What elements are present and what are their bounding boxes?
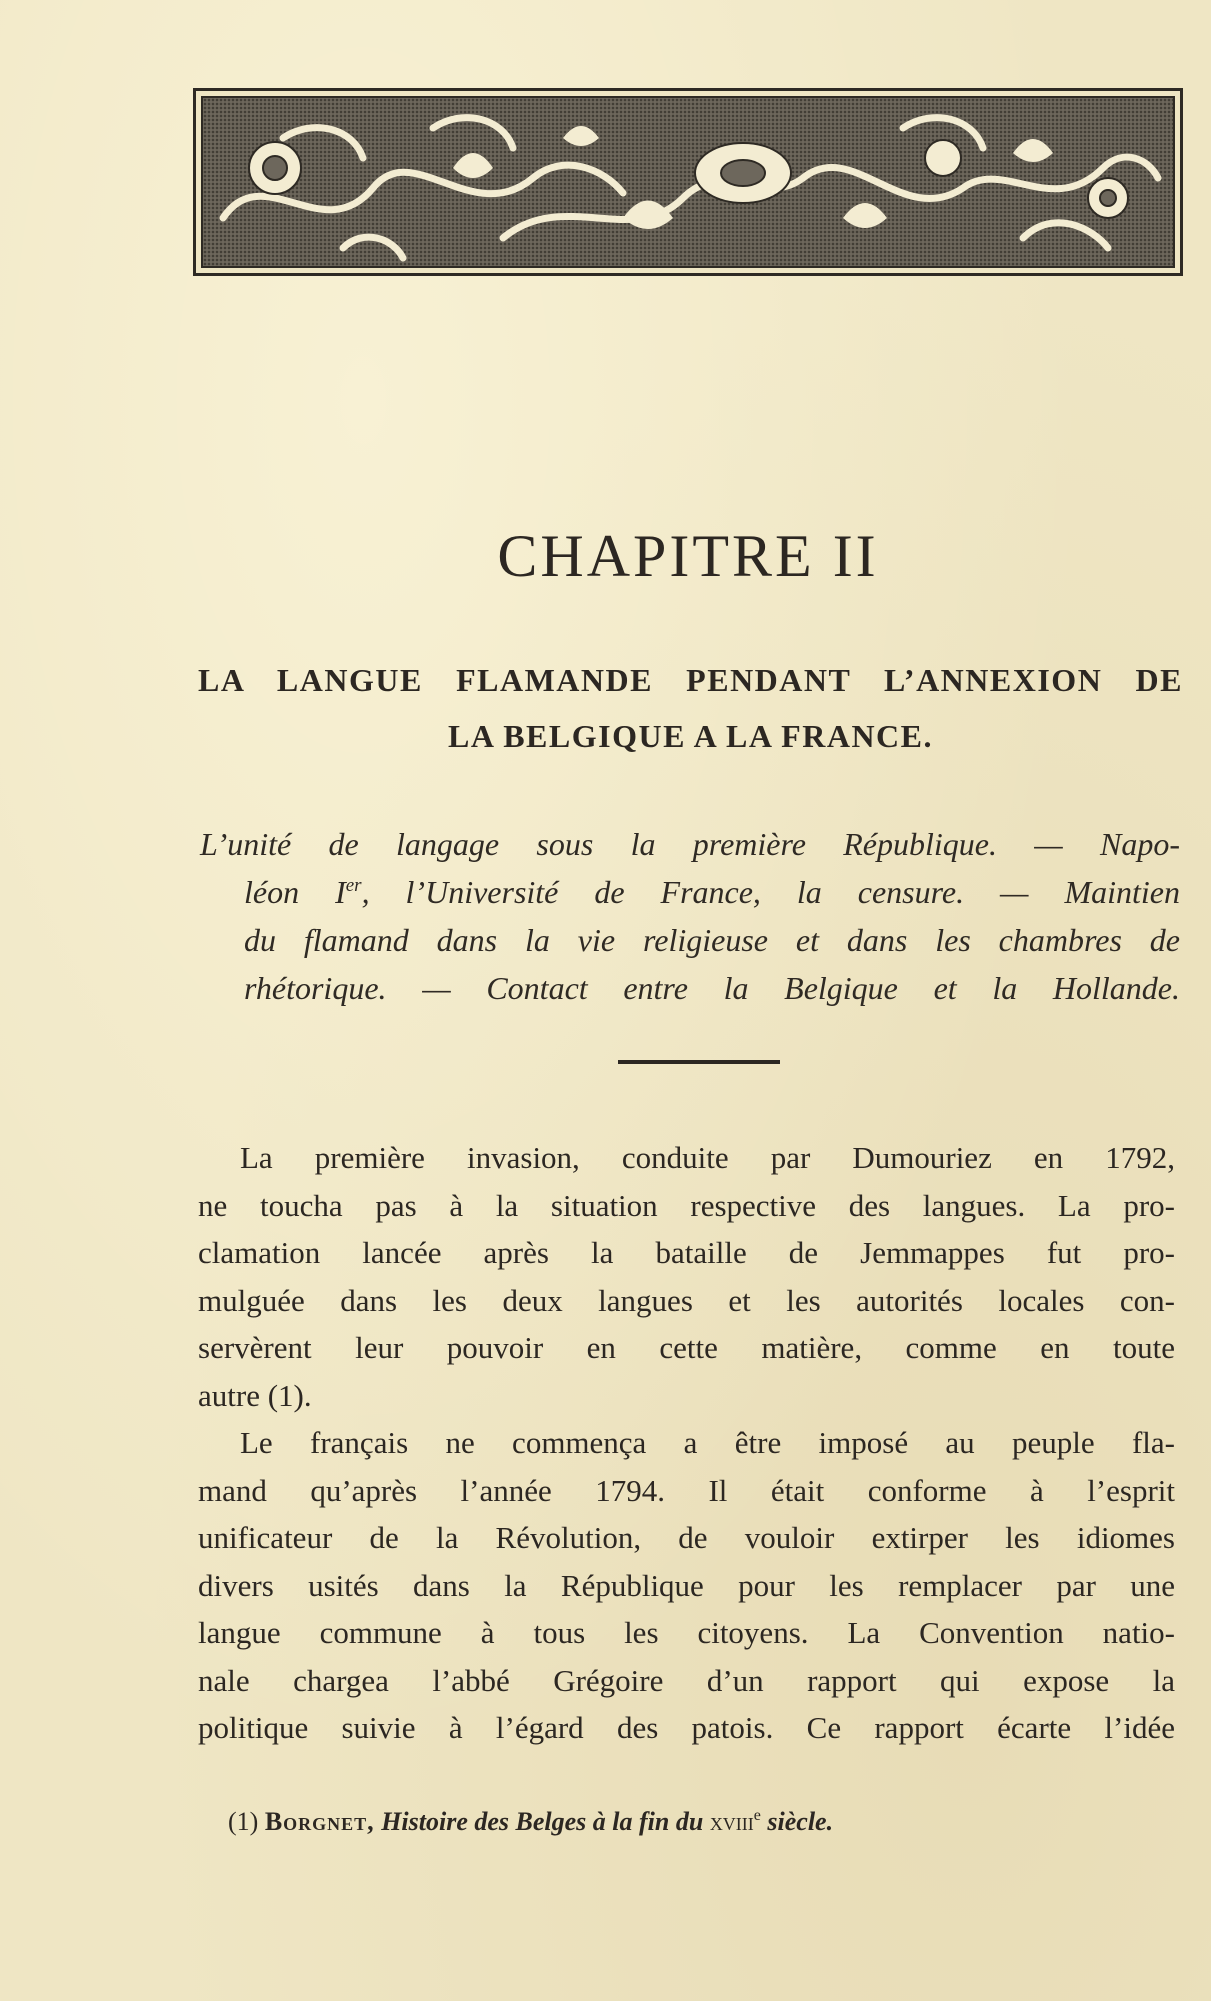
- footnote-title: Histoire des Belges à la fin du: [381, 1807, 704, 1836]
- body-line: Le français ne commença a être imposé au peuple fla-: [240, 1425, 1175, 1460]
- footnote-author: Borgnet,: [264, 1807, 375, 1836]
- summary-superscript: er: [345, 875, 362, 896]
- body-line: mand qu’après l’année 1794. Il était conforme à l’esprit: [198, 1472, 1175, 1508]
- body-text: [198, 1134, 1175, 1752]
- summary-text: , l’Université de France, la censure. — Maintien: [361, 874, 1181, 910]
- summary-line: rhétorique. — Contact entre la Belgique et la Hollande.: [244, 970, 1180, 1006]
- body-line: nale chargea l’abbé Grégoire d’un rapport qui expose la: [198, 1662, 1175, 1698]
- body-line: langue commune à tous les citoyens. La Convention natio-: [198, 1615, 1175, 1650]
- ornamental-headpiece-icon: [201, 96, 1175, 268]
- summary-line: L’unité de langage sous la première République. — Napo-: [200, 826, 1180, 862]
- body-line: mulguée dans les deux langues et les autorités locales con-: [198, 1282, 1175, 1318]
- ornamental-headpiece: [193, 88, 1183, 276]
- ornament-artwork: [203, 98, 1173, 266]
- chapter-subtitle-line: LA LANGUE FLAMANDE PENDANT L’ANNEXION DE: [198, 662, 1183, 698]
- body-line: unificateur de la Révolution, de vouloir extirper les idiomes: [198, 1520, 1175, 1555]
- body-line: ne toucha pas à la situation respective des langues. La pro-: [198, 1187, 1175, 1223]
- body-line: La première invasion, conduite par Dumouriez en 1792,: [240, 1140, 1175, 1175]
- chapter-subtitle-line: LA BELGIQUE A LA FRANCE.: [448, 718, 933, 754]
- footnote-suffix: siècle.: [767, 1807, 834, 1836]
- chapter-title: CHAPITRE II: [497, 523, 879, 589]
- body-line: politique suivie à l’égard des patois. Ce rapport écarte l’idée: [198, 1710, 1175, 1745]
- section-divider: [618, 1060, 780, 1064]
- footnote: [228, 1802, 1168, 1842]
- body-line: autre (1).: [198, 1377, 312, 1413]
- chapter-summary: [200, 820, 1180, 1012]
- body-line: divers usités dans la République pour les remplacer par une: [198, 1567, 1175, 1603]
- body-line: clamation lancée après la bataille de Jemmappes fut pro-: [198, 1235, 1175, 1270]
- summary-line: du flamand dans la vie religieuse et dans les chambres de: [244, 922, 1180, 958]
- chapter-subtitle: [198, 652, 1183, 764]
- footnote-century: xviii: [709, 1807, 754, 1836]
- summary-text: léon I: [244, 874, 346, 910]
- body-line: servèrent leur pouvoir en cette matière, comme en toute: [198, 1330, 1175, 1365]
- summary-line: [200, 868, 1180, 916]
- footnote-number: (1): [228, 1807, 259, 1836]
- footnote-century-superscript: e: [753, 1807, 761, 1824]
